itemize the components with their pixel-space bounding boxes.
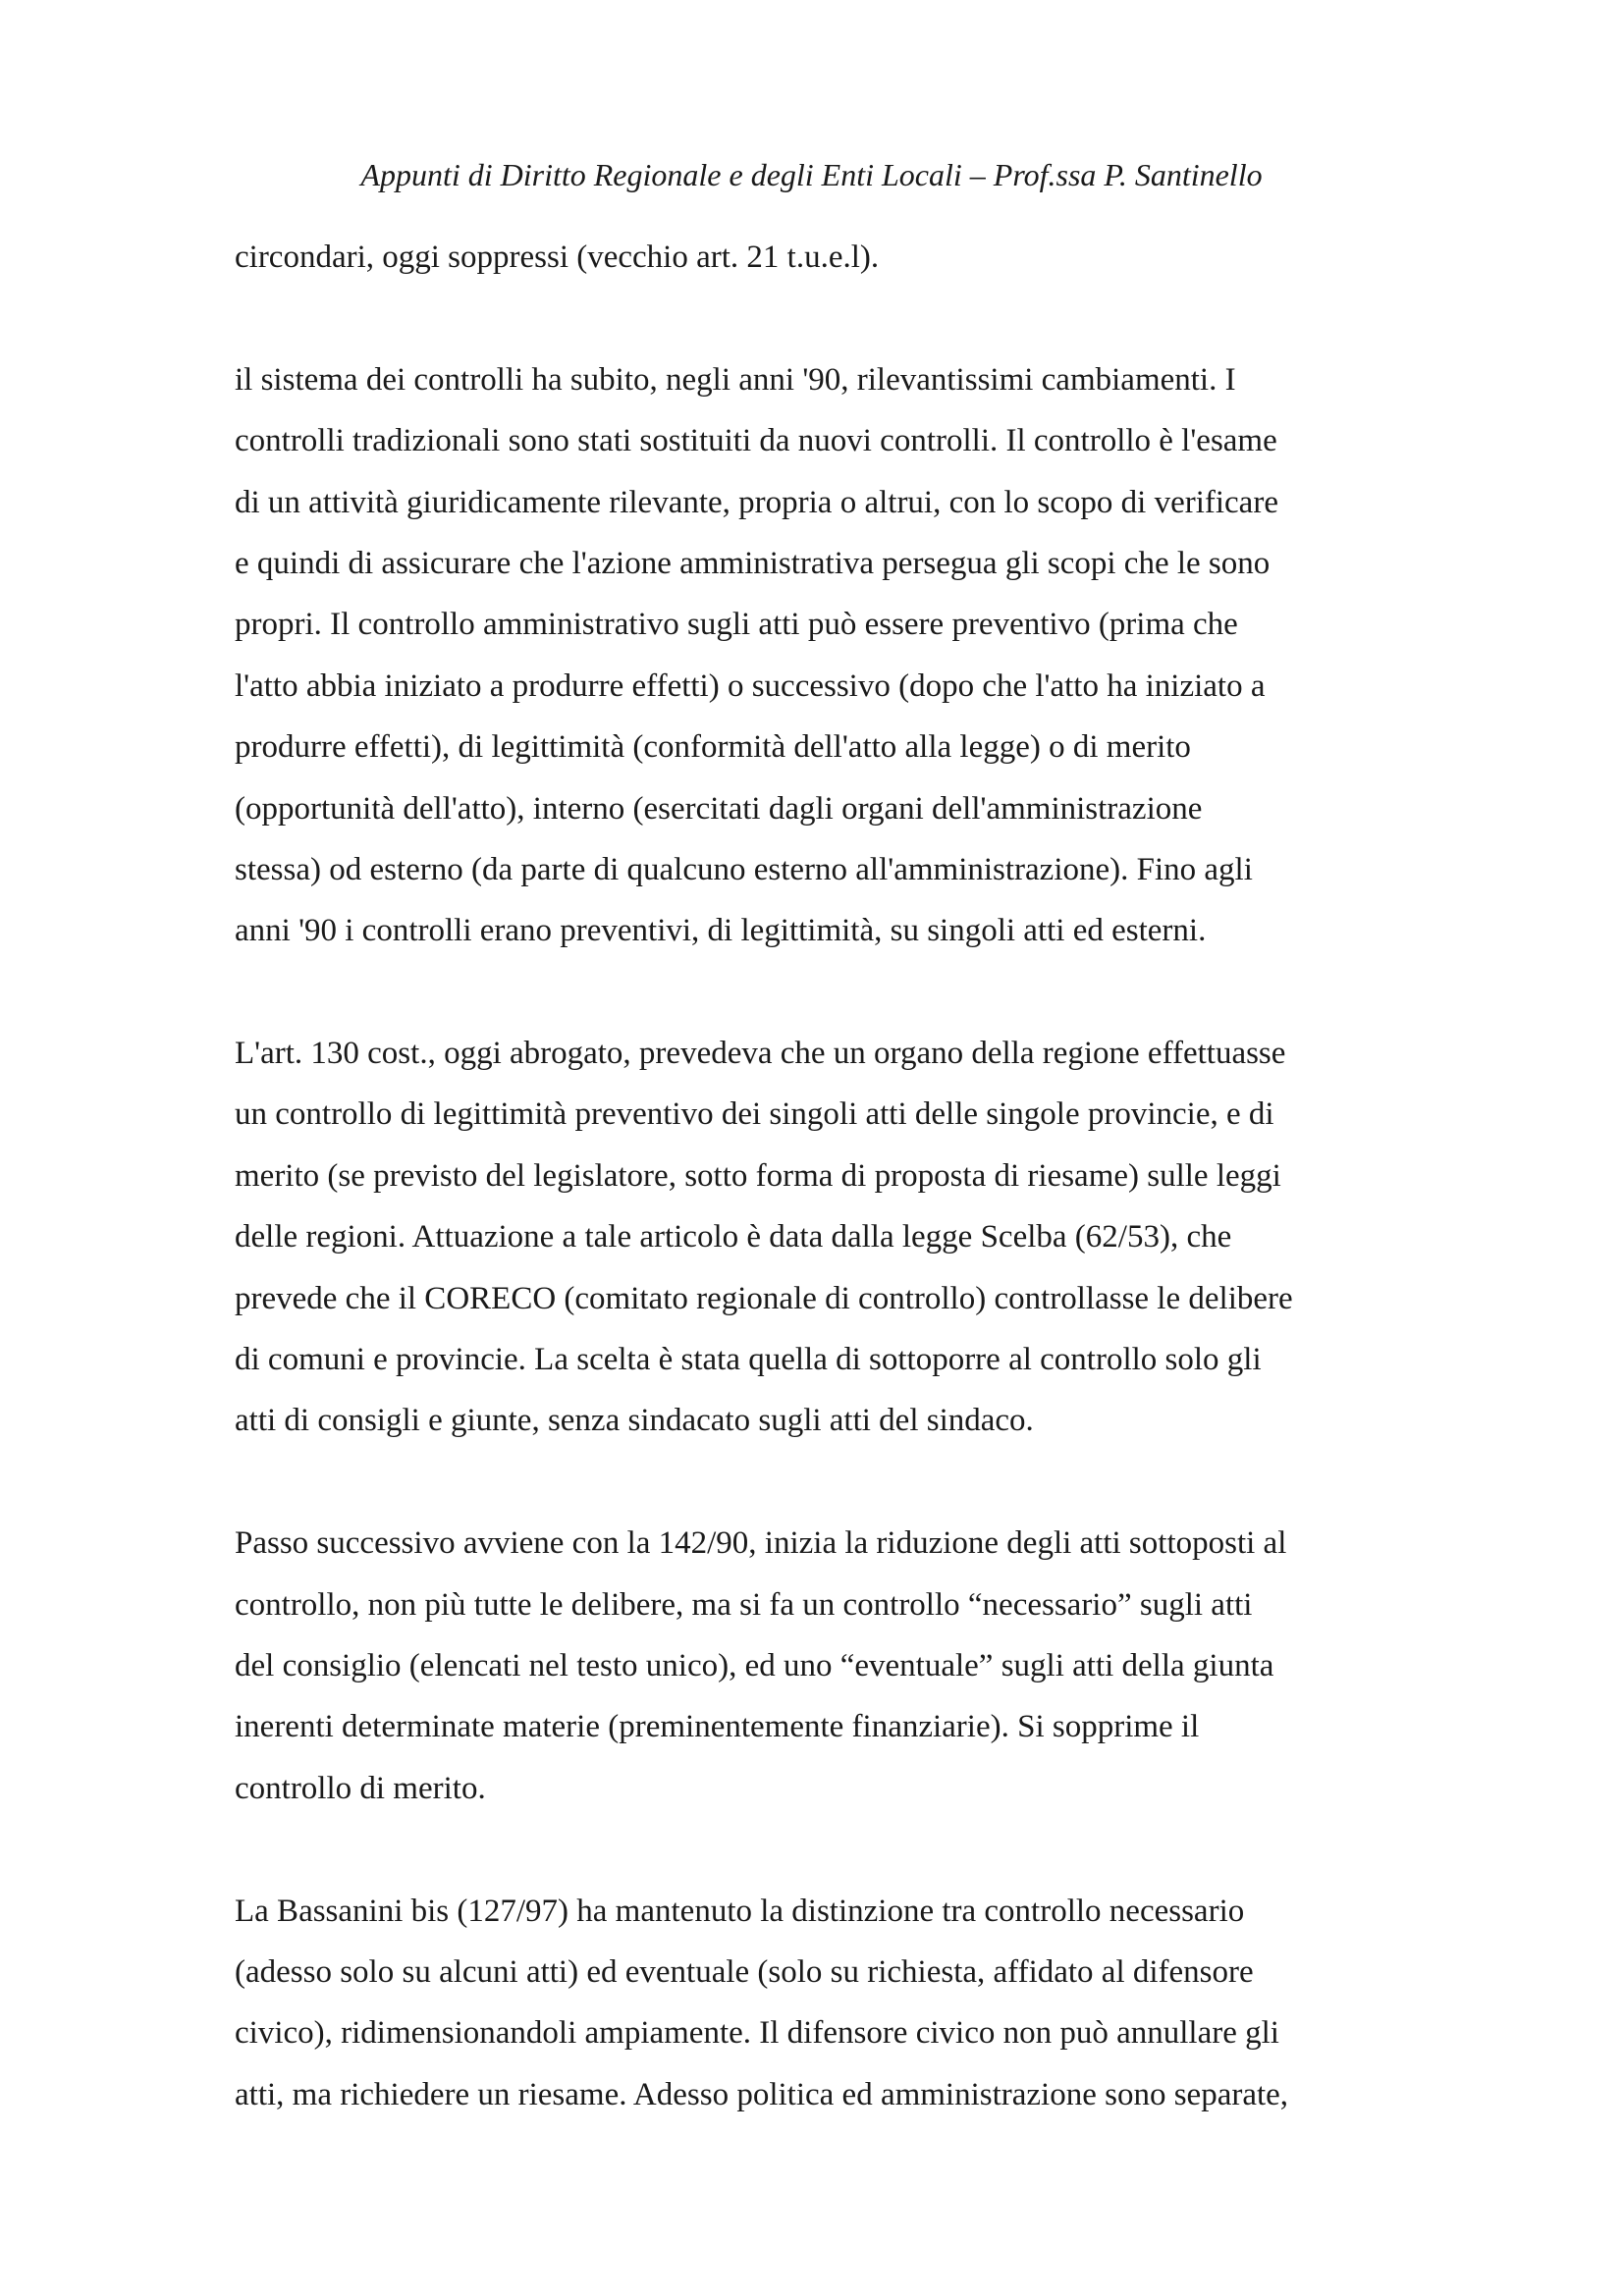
text-line: atti, ma richiedere un riesame. Adesso politica ed amministrazione sono separate, [235,2076,1289,2112]
text-line: del consiglio (elencati nel testo unico), ed uno “eventuale” sugli atti della giunta [235,1647,1274,1683]
text-line: merito (se previsto del legislatore, sotto forma di proposta di riesame) sulle leggi [235,1157,1281,1194]
text-line: stessa) od esterno (da parte di qualcuno esterno all'amministrazione). Fino agli [235,851,1253,887]
text-line: un controllo di legittimità preventivo dei singoli atti delle singole provincie, e di [235,1096,1274,1133]
text-line: di un attività giuridicamente rilevante, propria o altrui, con lo scopo di verificare [235,484,1278,520]
paragraph-spacer [235,288,1442,348]
paragraph-spacer [235,1819,1442,1880]
text-line: controllo di merito. [235,1770,486,1806]
running-header: Appunti di Diritto Regionale e degli Enti Locali – Prof.ssa P. Santinello [360,157,1263,192]
text-line: l'atto abbia iniziato a produrre effetti) o successivo (dopo che l'atto ha iniziato a [235,667,1266,704]
text-line: inerenti determinate materie (preminentemente finanziarie). Si sopprime il [235,1709,1200,1745]
paragraph-4 [235,1513,1442,1819]
text-line: circondari, oggi soppressi (vecchio art. 21 t.u.e.l). [235,240,880,275]
text-line: e quindi di assicurare che l'azione amministrativa persegua gli scopi che le sono [235,545,1271,581]
paragraph-spacer [235,1452,1442,1513]
text-line: L'art. 130 cost., oggi abrogato, prevedeva che un organo della regione effettuasse [235,1036,1286,1072]
text-line: controllo, non più tutte le delibere, ma si fa un controllo “necessario” sugli atti [235,1586,1253,1623]
text-line: anni '90 i controlli erano preventivi, di legittimità, su singoli atti ed esterni. [235,913,1207,949]
paragraph-1 [235,227,1442,288]
text-line: atti di consigli e giunte, senza sindacato sugli atti del sindaco. [235,1403,1034,1439]
text-line: produrre effetti), di legittimità (conformità dell'atto alla legge) o di merito [235,729,1191,766]
text-line: il sistema dei controlli ha subito, negli anni '90, rilevantissimi cambiamenti. I [235,361,1236,398]
text-line: (adesso solo su alcuni atti) ed eventuale (solo su richiesta, affidato al difensore [235,1953,1254,1990]
paragraph-spacer [235,962,1442,1023]
text-line: (opportunità dell'atto), interno (esercitati dagli organi dell'amministrazione [235,790,1203,827]
text-line: propri. Il controllo amministrativo sugli atti può essere preventivo (prima che [235,607,1238,643]
text-line: controlli tradizionali sono stati sostituiti da nuovi controlli. Il controllo è l'esame [235,423,1277,459]
text-line: delle regioni. Attuazione a tale articolo è data dalla legge Scelba (62/53), che [235,1219,1232,1255]
text-line: Passo successivo avviene con la 142/90, inizia la riduzione degli atti sottoposti al [235,1525,1287,1562]
body-text [235,227,1442,2125]
text-line: civico), ridimensionandoli ampiamente. Il difensore civico non può annullare gli [235,2015,1279,2052]
text-line: di comuni e provincie. La scelta è stata quella di sottoporre al controllo solo gli [235,1342,1262,1378]
text-line: La Bassanini bis (127/97) ha mantenuto la distinzione tra controllo necessario [235,1893,1245,1929]
paragraph-3 [235,1023,1442,1452]
paragraph-2 [235,349,1442,962]
paragraph-5 [235,1881,1442,2126]
text-line: prevede che il CORECO (comitato regionale di controllo) controllasse le delibere [235,1280,1293,1316]
